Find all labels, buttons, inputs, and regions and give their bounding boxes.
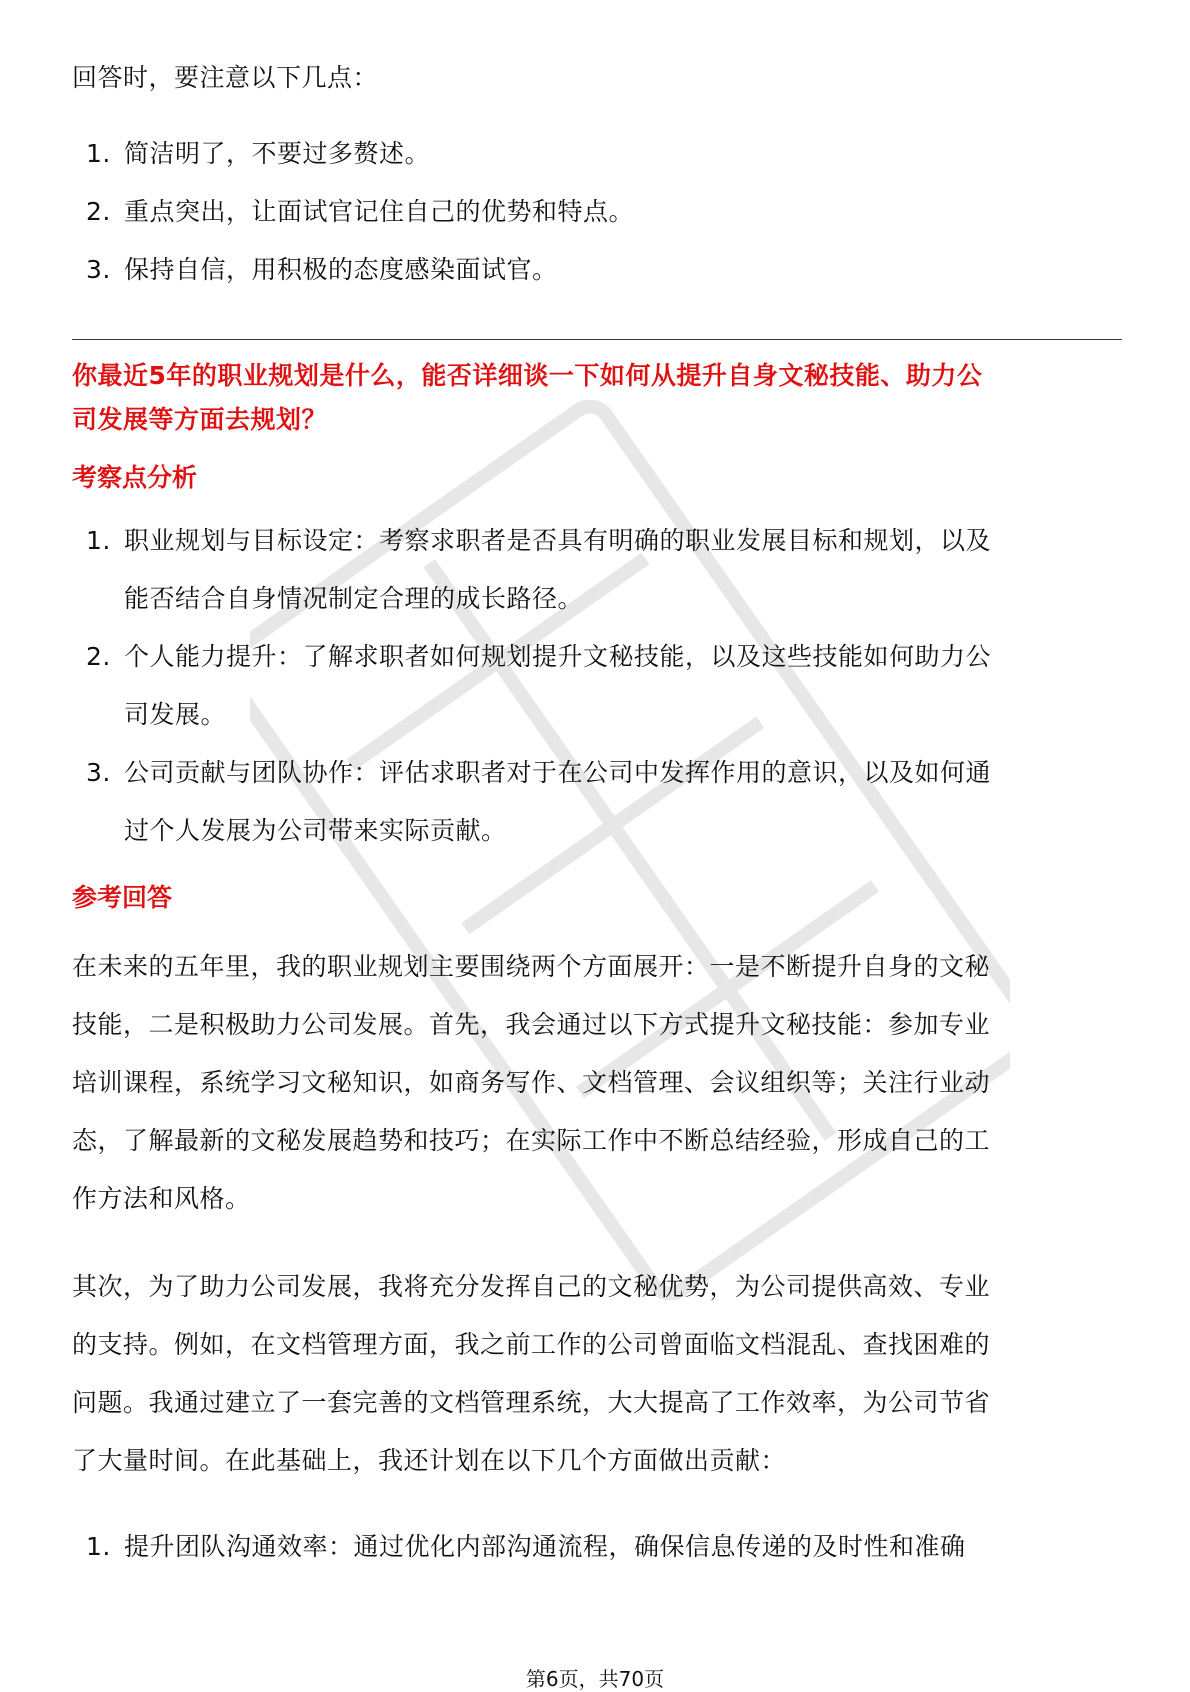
reference-heading: 参考回答 [72, 883, 173, 912]
question-heading: 你最近5年的职业规划是什么，能否详细谈一下如何从提升自身文秘技能、助力公 司发展等方面去规划？ [72, 361, 983, 434]
tips-list [72, 125, 1122, 299]
contribution-list [72, 1518, 1122, 1576]
main-content [72, 55, 1122, 1576]
reference-paragraph-1: 在未来的五年里，我的职业规划主要围绕两个方面展开：一是不断提升自身的文秘 技能，二是积极助力公司发展。首先，我会通过以下方式提升文秘技能：参加专业 培训课程，系统学习文秘知识，如商务写作、文档管理、会议组织等；关注行业动 态，了解最新的文秘发展趋势和技巧；在实际工作中不断总结经验，形成自己的工 作方法和风格。 [72, 952, 991, 1213]
list-item: 1. 职业规划与目标设定：考察求职者是否具有明确的职业发展目标和规划，以及 能否结合自身情况制定合理的成长路径。 [86, 526, 992, 613]
page-footer: 第6页，共70页 [525, 1667, 665, 1691]
list-item: 1. 简洁明了，不要过多赘述。 [86, 139, 431, 168]
list-item: 2. 个人能力提升：了解求职者如何规划提升文秘技能，以及这些技能如何助力公 司发展。 [86, 642, 992, 729]
analysis-list [72, 512, 1122, 860]
list-item: 3. 保持自信，用积极的态度感染面试官。 [86, 255, 558, 284]
intro-text: 回答时，要注意以下几点： [72, 63, 379, 92]
reference-paragraph-2: 其次，为了助力公司发展，我将充分发挥自己的文秘优势，为公司提供高效、专业 的支持。例如，在文档管理方面，我之前工作的公司曾面临文档混乱、查找困难的 问题。我通过建立了一套完善的文档管理系统，大大提高了工作效率，为公司节省 了大量时间。在此基础上，我还计划在以下几个方面做出贡献： [72, 1272, 991, 1475]
section-divider [72, 339, 1122, 340]
list-item: 3. 公司贡献与团队协作：评估求职者对于在公司中发挥作用的意识，以及如何通 过个人发展为公司带来实际贡献。 [86, 758, 992, 845]
list-item: 2. 重点突出，让面试官记住自己的优势和特点。 [86, 197, 635, 226]
analysis-heading: 考察点分析 [72, 463, 198, 492]
list-item: 1. 提升团队沟通效率：通过优化内部沟通流程，确保信息传递的及时性和准确 [86, 1532, 966, 1561]
